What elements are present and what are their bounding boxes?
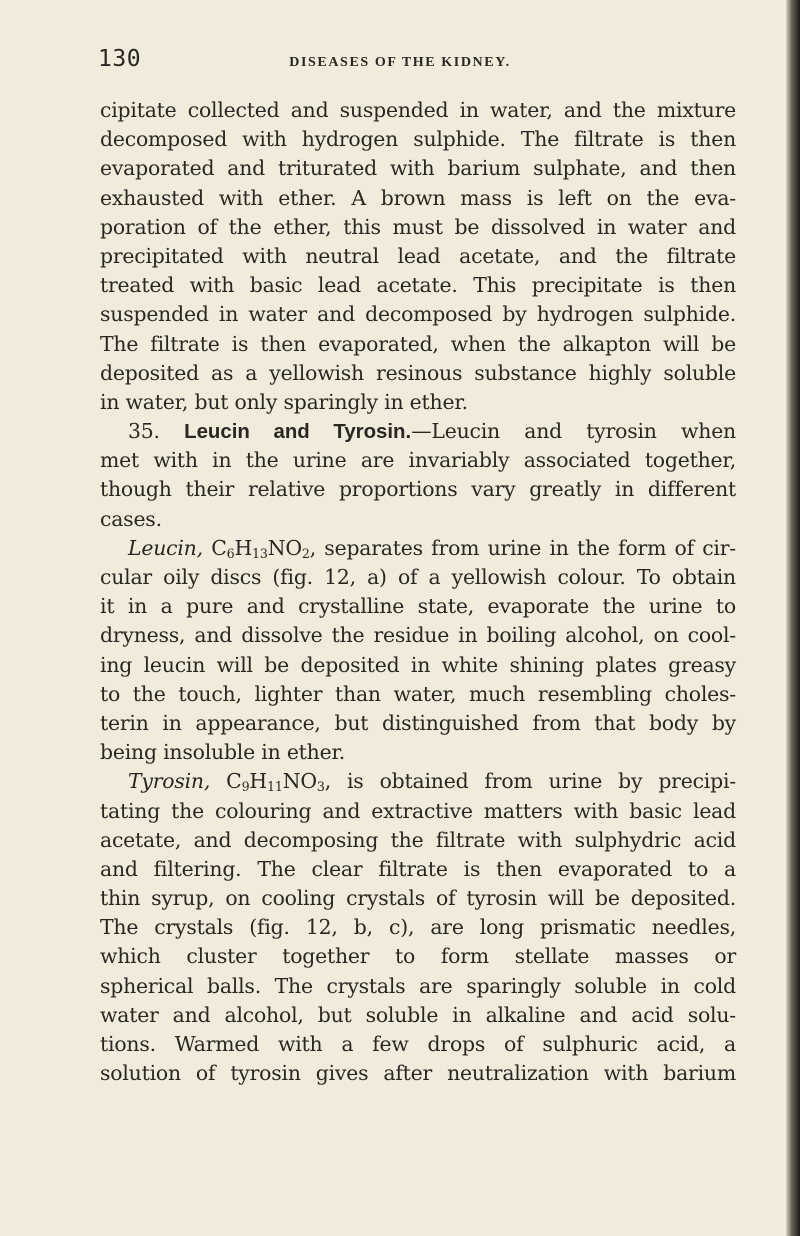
running-head: DISEASES OF THE KIDNEY. bbox=[289, 55, 511, 70]
text-line: The filtrate is then evaporated, when the alkapton will be bbox=[100, 331, 736, 356]
body-text bbox=[100, 96, 736, 1088]
text-line: in water, but only sparingly in ether. bbox=[100, 389, 468, 414]
page-number: 130 bbox=[98, 46, 142, 72]
text-line: acetate, and decomposing the filtrate with sulphydric acid bbox=[100, 827, 736, 852]
section-intro: —Leucin and tyrosin when bbox=[411, 419, 736, 444]
leucin-formula: $C_6H_{13}NO_2$ bbox=[211, 535, 310, 561]
text-line: deposited as a yellowish resinous substance highly soluble bbox=[100, 360, 736, 385]
text-line: though their relative proportions vary greatly in different bbox=[100, 477, 736, 502]
text-line: cipitate collected and suspended in water, and the mixture bbox=[100, 98, 736, 122]
leucin-heading-line bbox=[100, 534, 736, 563]
text-line: precipitated with neutral lead acetate, and the filtrate bbox=[100, 243, 736, 268]
section-title: Leucin and Tyrosin. bbox=[184, 421, 412, 444]
text-line: spherical balls. The crystals are sparingly soluble in cold bbox=[100, 973, 736, 998]
text-line: terin in appearance, but distinguished from that body by bbox=[100, 710, 736, 735]
tyrosin-heading-line bbox=[100, 767, 736, 796]
text-line: decomposed with hydrogen sulphide. The filtrate is then bbox=[100, 127, 736, 152]
text-line: water and alcohol, but soluble in alkaline and acid solu- bbox=[100, 1002, 736, 1027]
text-line: tating the colouring and extractive matters with basic lead bbox=[100, 798, 736, 823]
tyrosin-formula: $C_9H_{11}NO_3$ bbox=[226, 769, 325, 795]
section-number: 35. bbox=[128, 419, 160, 444]
text-line: The crystals (fig. 12, b, c), are long prismatic needles, bbox=[100, 915, 736, 940]
text-line: suspended in water and decomposed by hydrogen sulphide. bbox=[100, 302, 736, 327]
text-line: being insoluble in ether. bbox=[100, 740, 346, 765]
text-line: cular oily discs (fig. 12, a) of a yellowish colour. To obtain bbox=[100, 565, 736, 589]
text-line: ing leucin will be deposited in white shining plates greasy bbox=[100, 652, 736, 677]
tyrosin-intro: , is obtained from urine by precipi- bbox=[324, 769, 736, 794]
text-line: evaporated and triturated with barium sulphate, and then bbox=[100, 156, 736, 181]
text-line: and filtering. The clear filtrate is then evaporated to a bbox=[100, 856, 736, 881]
text-line: exhausted with ether. A brown mass is left on the eva- bbox=[100, 185, 736, 210]
text-line: poration of the ether, this must be dissolved in water and bbox=[100, 214, 736, 239]
leucin-intro: , separates from urine in the form of cir- bbox=[309, 535, 736, 560]
text-line: solution of tyrosin gives after neutralization with barium bbox=[100, 1061, 736, 1086]
text-line: which cluster together to form stellate masses or bbox=[100, 944, 736, 969]
leucin-term: Leucin, bbox=[128, 535, 203, 560]
text-line: treated with basic lead acetate. This precipitate is then bbox=[100, 273, 736, 298]
text-line: it in a pure and crystalline state, evaporate the urine to bbox=[100, 594, 736, 619]
text-line: dryness, and dissolve the residue in boiling alcohol, on cool- bbox=[100, 623, 736, 648]
tyrosin-term: Tyrosin, bbox=[128, 769, 211, 794]
text-line: cases. bbox=[100, 506, 162, 531]
text-line: thin syrup, on cooling crystals of tyrosin will be deposited. bbox=[100, 886, 736, 911]
text-line: to the touch, lighter than water, much resembling choles- bbox=[100, 681, 736, 706]
text-line: met with in the urine are invariably associated together, bbox=[100, 448, 736, 473]
section-heading-line bbox=[100, 417, 736, 446]
text-line: tions. Warmed with a few drops of sulphuric acid, a bbox=[100, 1032, 736, 1056]
page-edge-shadow bbox=[786, 0, 800, 1236]
